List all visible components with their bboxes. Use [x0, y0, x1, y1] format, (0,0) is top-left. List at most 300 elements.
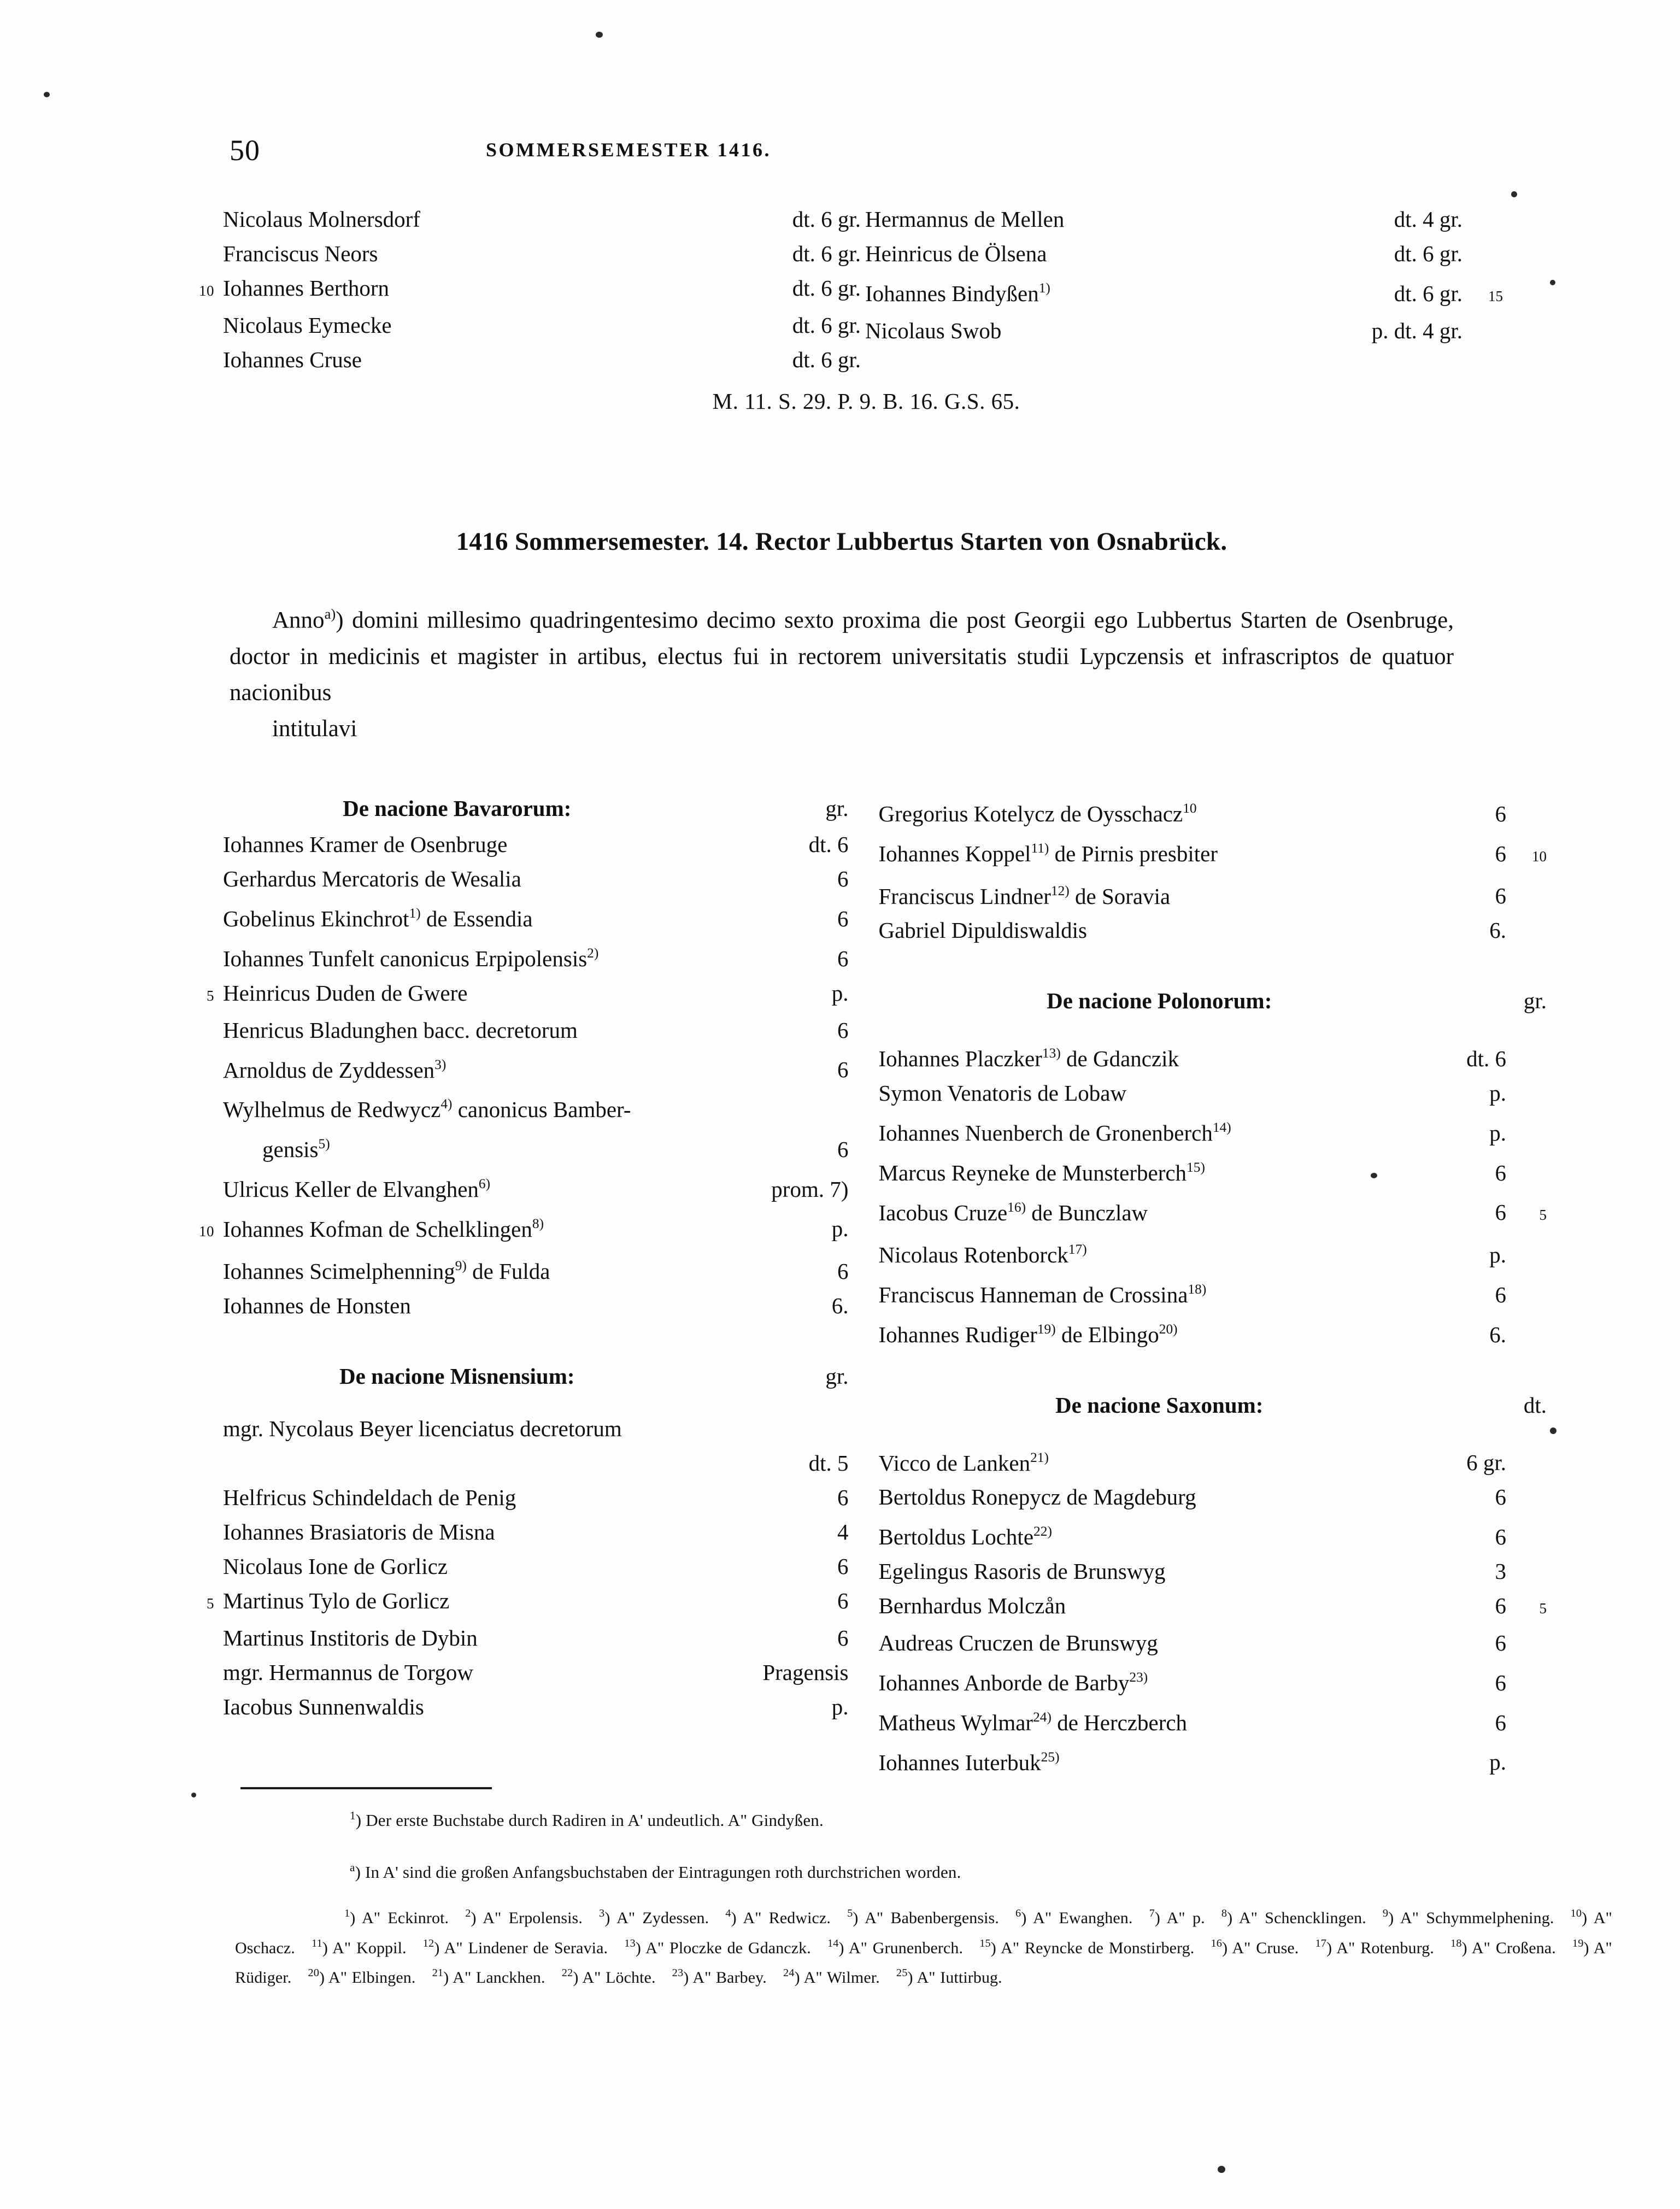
register-row	[180, 1207, 849, 1249]
footnote-text: A" Erpolensis.	[483, 1908, 583, 1927]
footnote-item: $^1$) A" Eckinrot.	[344, 1907, 449, 1927]
footnote-marker: 23	[672, 1967, 684, 1979]
anno-last-line: intitulavi	[272, 715, 357, 742]
line-number: 10	[199, 1223, 214, 1240]
footnote-text: A" Eckinrot.	[362, 1908, 449, 1927]
footnote-item: $^{17}$) A" Rotenburg.	[1315, 1937, 1434, 1957]
entry-name-tail: de Fulda	[466, 1259, 550, 1284]
entry-amount: 6	[837, 1136, 849, 1162]
section-heading: 1416 Sommersemester. 14. Rector Lubbertus Starten von Osnabrück.	[456, 527, 1227, 556]
entry-name-cell	[879, 1076, 1379, 1111]
footnote-item: $^{24}$) A" Wilmer.	[783, 1967, 880, 1987]
entry-name: Iohannes Iuterbuk	[878, 1749, 1041, 1775]
entry-name: Franciscus Lindner	[878, 883, 1051, 909]
scan-speck	[1550, 280, 1555, 285]
register-row	[180, 1584, 849, 1621]
scan-speck	[191, 1793, 196, 1797]
entry-footnote-marker: 2)	[587, 945, 599, 961]
entry-amount: p.	[1489, 1080, 1506, 1106]
entry-name-cell	[879, 1589, 1379, 1623]
footnote-text: A" Rüdiger.	[235, 1938, 1612, 1987]
nation-unit: gr.	[1523, 988, 1547, 1014]
entry-name-cell	[879, 1514, 1379, 1554]
footnote-marker: a	[350, 1861, 355, 1874]
entry-name: Iohannes Anborde de Barby	[878, 1670, 1130, 1695]
entry-name-cell	[879, 1150, 1379, 1190]
register-row	[180, 1048, 849, 1088]
entry-name-tail: de Essendia	[420, 906, 533, 931]
footnote-text: A" Zydessen.	[616, 1908, 709, 1927]
footnote-numeric-1	[350, 1803, 1497, 1832]
entry-name: Heinricus Duden de Gwere	[223, 980, 468, 1006]
entry-footnote-marker: 22)	[1033, 1524, 1052, 1540]
entry-name: Iohannes Kramer de Osenbruge	[223, 832, 508, 857]
entry-name: Iohannes Nuenberch de Gronenberch	[878, 1120, 1213, 1145]
register-row	[879, 913, 1547, 948]
line-number-right: 15	[1488, 287, 1503, 304]
entry-name-cell	[861, 314, 1272, 348]
register-row	[180, 1249, 849, 1289]
footnote-marker: 10	[1570, 1907, 1582, 1919]
nation-heading-polonorum	[879, 984, 1547, 1018]
entry-name: Franciscus Hanneman de Crossina	[878, 1282, 1188, 1307]
entry-name-tail: canonicus Bamber-	[452, 1097, 631, 1122]
entry-name-tail: de Gdanczik	[1060, 1046, 1179, 1071]
entry-name: Iohannes Cruse	[223, 347, 362, 372]
footnote-marker: 20	[308, 1967, 319, 1979]
footnote-marker: 6	[1015, 1907, 1021, 1919]
entry-name: Symon Venatoris de Lobaw	[878, 1080, 1127, 1106]
entry-name-cell	[861, 271, 1272, 311]
footnote-text: A" Iuttirbug.	[917, 1969, 1002, 1987]
register-row	[879, 1589, 1547, 1626]
register-row	[180, 1515, 849, 1549]
footnote-item: $^2$) A" Erpolensis.	[465, 1907, 583, 1927]
entry-footnote-marker: 21)	[1030, 1449, 1049, 1465]
scan-speck	[596, 32, 603, 38]
footnote-marker: 22	[561, 1967, 573, 1979]
entry-amount: dt. 6	[808, 832, 849, 857]
entry-name-tail: de Bunczlaw	[1026, 1200, 1148, 1225]
nation-lists	[180, 791, 1547, 1779]
register-row	[879, 1312, 1547, 1352]
entry-name-tail: de Herczberch	[1051, 1709, 1188, 1735]
footnote-text: A" Grunenberch.	[848, 1938, 964, 1957]
register-row	[180, 271, 861, 308]
entry-name: Matheus Wylmar	[878, 1709, 1033, 1735]
entry-name-cell	[223, 308, 687, 343]
entry-amount: 6.	[1489, 1321, 1506, 1347]
entry-footnote-marker: 1)	[409, 906, 421, 921]
footnote-item: $^{18}$) A" Croßena.	[1450, 1937, 1556, 1957]
entry-name: Martinus Tylo de Gorlicz	[223, 1588, 450, 1613]
footnote-text: A" Koppil.	[332, 1938, 407, 1957]
entry-name-cell	[879, 1272, 1379, 1312]
register-row	[879, 1660, 1547, 1700]
register-row	[180, 1480, 849, 1515]
entry-footnote-marker: 4)	[440, 1096, 453, 1112]
register-row	[180, 1167, 849, 1207]
entry-amount: 6.	[1489, 918, 1506, 943]
footnote-marker: 19	[1572, 1937, 1584, 1949]
footnote-item: $^{15}$) A" Reyncke de Monstirberg.	[979, 1937, 1195, 1957]
entry-amount: 6	[1495, 841, 1506, 866]
entry-amount: 6	[1495, 1484, 1506, 1510]
footnote-marker: 7	[1149, 1907, 1155, 1919]
footnote-marker: 1	[344, 1907, 350, 1919]
footnote-marker: 25	[896, 1967, 908, 1979]
entry-name-cell	[223, 1480, 713, 1515]
entry-name: Nicolaus Ione de Gorlicz	[223, 1554, 448, 1579]
entry-footnote-marker: 13)	[1042, 1045, 1061, 1061]
entry-name-cell	[879, 1312, 1379, 1352]
footnote-text: A" Oschacz.	[235, 1908, 1612, 1957]
register-row	[180, 1412, 849, 1446]
register-row	[180, 1549, 849, 1584]
footnote-marker: 12	[422, 1937, 434, 1949]
footnote-marker: 9	[1382, 1907, 1389, 1919]
entry-name: Nicolaus Eymecke	[223, 313, 392, 338]
anno-opening-word: Anno	[272, 607, 325, 633]
entry-name: Iohannes Scimelphenning	[223, 1259, 455, 1284]
entry-amount: 6	[1495, 1524, 1506, 1549]
nation-unit: gr.	[825, 1364, 849, 1389]
entry-name: Heinricus de Ölsena	[865, 241, 1047, 266]
entry-amount: dt. 6 gr.	[1394, 241, 1462, 266]
entry-amount: 6	[1495, 1200, 1506, 1225]
entry-name-cell	[223, 1207, 713, 1247]
footnote-item: $^{23}$) A" Barbey.	[672, 1967, 767, 1987]
entry-name-cell	[861, 202, 1272, 237]
line-number: 5	[207, 1595, 214, 1612]
footnote-text: A" Reyncke de Monstirberg.	[1001, 1938, 1195, 1957]
entry-name-cell	[879, 1660, 1379, 1700]
entry-footnote-marker: 25)	[1041, 1749, 1060, 1765]
register-row	[879, 1480, 1547, 1514]
entry-name-tail: de Soravia	[1069, 883, 1171, 909]
footnote-text: A" Schencklingen.	[1238, 1908, 1366, 1927]
left-column	[180, 791, 849, 1779]
top-register	[180, 202, 1503, 416]
entry-footnote-marker: 10	[1183, 801, 1197, 816]
entry-name-cell	[879, 1111, 1379, 1150]
entry-name-cell	[223, 237, 687, 271]
register-row	[879, 1441, 1547, 1480]
entry-name-cell	[223, 976, 713, 1010]
entry-amount: 4	[837, 1519, 849, 1544]
footnote-item: $^9$) A" Schymmelphening.	[1382, 1907, 1554, 1927]
entry-amount: 6	[1495, 1593, 1506, 1618]
entry-amount: 6	[837, 1057, 849, 1083]
register-row	[879, 874, 1547, 914]
entry-amount: dt. 6 gr.	[792, 347, 861, 372]
footnote-text: ) In A' sind die großen Anfangsbuchstaben der Eintragungen roth durchstrichen worden.	[355, 1863, 961, 1882]
entry-name-cell	[879, 1480, 1379, 1514]
entry-name-cell	[861, 237, 1272, 271]
entry-amount: p.	[831, 980, 849, 1006]
footnote-text: A" Rotenburg.	[1336, 1938, 1434, 1957]
register-row	[180, 1446, 849, 1480]
entry-name-cell	[223, 1655, 713, 1690]
entry-amount: 6	[837, 1485, 849, 1510]
entry-amount: Pragensis	[762, 1660, 849, 1685]
entry-name: Marcus Reyneke de Munsterberch	[878, 1160, 1187, 1185]
entry-name: Nicolaus Molnersdorf	[223, 207, 420, 232]
entry-name: mgr. Nycolaus Beyer licenciatus decretorum	[223, 1416, 622, 1441]
entry-amount: 6	[1495, 1282, 1506, 1307]
entry-name-cell	[223, 1515, 713, 1549]
entry-amount: dt. 6 gr.	[792, 241, 861, 266]
entry-footnote-marker: 16)	[1007, 1199, 1026, 1215]
entry-name: Bertoldus Ronepycz de Magdeburg	[878, 1484, 1196, 1510]
entry-name: Iohannes Brasiatoris de Misna	[223, 1519, 495, 1544]
entry-name: Nicolaus Rotenborck	[878, 1242, 1068, 1267]
register-row	[180, 1289, 849, 1323]
entry-name-cell	[223, 1584, 713, 1618]
entry-name-cell	[879, 1036, 1379, 1076]
register-row	[180, 1087, 849, 1127]
entry-footnote-marker: 8)	[532, 1215, 544, 1231]
footnote-item: $^{16}$) A" Cruse.	[1211, 1937, 1299, 1957]
top-register-left-column	[180, 202, 861, 377]
footnote-marker: 24	[783, 1967, 795, 1979]
entry-name-cell	[223, 1127, 713, 1167]
footnote-text: A" Cruse.	[1232, 1938, 1299, 1957]
entry-footnote-marker: 23)	[1129, 1670, 1148, 1685]
entry-name: Henricus Bladunghen bacc. decretorum	[223, 1017, 578, 1043]
footnote-item: $^8$) A" Schencklingen.	[1221, 1907, 1366, 1927]
register-summary: M. 11. S. 29. P. 9. B. 16. G.S. 65.	[712, 389, 1020, 414]
entry-name-cell	[223, 862, 713, 896]
register-row	[879, 1272, 1547, 1312]
nation-heading-misnensium	[180, 1359, 849, 1394]
entry-footnote-marker: 19)	[1037, 1321, 1056, 1337]
footnote-text: A" Elbingen.	[328, 1969, 416, 1987]
entry-amount: p.	[1489, 1242, 1506, 1267]
register-row	[861, 202, 1503, 237]
footnote-item: $^{22}$) A" Löchte.	[561, 1967, 656, 1987]
entry-name: Arnoldus de Zyddessen	[223, 1057, 435, 1083]
entry-name-cell	[879, 791, 1379, 831]
register-row	[879, 1150, 1547, 1190]
entry-name: gensis	[262, 1136, 319, 1162]
footnote-item: $^3$) A" Zydessen.	[599, 1907, 709, 1927]
entry-name: Iohannes Rudiger	[878, 1321, 1037, 1347]
entry-name: Iohannes Kofman de Schelklingen	[223, 1216, 532, 1242]
footnote-text: A" Wilmer.	[803, 1969, 880, 1987]
nation-heading-label: De nacione Misnensium:	[339, 1364, 575, 1389]
footnote-marker: 11	[312, 1937, 322, 1949]
running-head	[230, 134, 1454, 167]
footnote-text: A" Ewanghen.	[1033, 1908, 1133, 1927]
register-row	[879, 1514, 1547, 1554]
entry-footnote-marker: 14)	[1212, 1120, 1231, 1135]
footnote-text: A" p.	[1166, 1908, 1205, 1927]
footnote-item: $^6$) A" Ewanghen.	[1015, 1907, 1133, 1927]
entry-name: Gabriel Dipuldiswaldis	[878, 918, 1087, 943]
footnote-marker: 2	[465, 1907, 471, 1919]
entry-name-cell	[223, 343, 687, 377]
entry-name: mgr. Hermannus de Torgow	[223, 1660, 473, 1685]
entry-amount: dt. 6 gr.	[792, 313, 861, 338]
entry-footnote-marker: 9)	[455, 1258, 467, 1274]
register-row	[879, 1076, 1547, 1111]
entry-name: Iohannes Tunfelt canonicus Erpipolensis	[223, 945, 588, 971]
entry-amount: dt. 6 gr.	[792, 207, 861, 232]
footnote-rule	[240, 1787, 492, 1789]
footnote-marker: 1	[350, 1809, 356, 1822]
footnote-apparatus	[235, 1901, 1612, 1990]
entry-name-cell	[879, 1554, 1379, 1589]
footnote-alpha-a	[350, 1855, 1552, 1884]
entry-name-cell	[223, 1690, 713, 1724]
scan-speck	[44, 92, 50, 97]
footnote-marker: 5	[847, 1907, 853, 1919]
entry-footnote-marker: 5)	[318, 1136, 330, 1152]
register-row	[180, 343, 861, 377]
footnote-item: $^7$) A" p.	[1149, 1907, 1205, 1927]
footnote-marker: 13	[624, 1937, 636, 1949]
entry-name-cell	[223, 1013, 713, 1048]
entry-name-cell	[223, 1249, 713, 1289]
register-row	[180, 936, 849, 976]
entry-name: Bernhardus Molczån	[878, 1593, 1066, 1618]
running-head-title: SOMMERSEMESTER 1416.	[485, 139, 772, 161]
entry-name-cell	[879, 831, 1379, 871]
scan-speck	[1511, 191, 1517, 197]
footnote-text: A" Lanckhen.	[453, 1969, 545, 1987]
entry-name: Iacobus Sunnenwaldis	[223, 1694, 424, 1719]
footnote-marker: 18	[1450, 1937, 1462, 1949]
footnote-item: $^{11}$) A" Koppil.	[312, 1937, 407, 1957]
footnote-marker: 21	[432, 1967, 444, 1979]
entry-name-cell	[879, 1700, 1379, 1740]
footnote-item: $^{12}$) A" Lindener de Seravia.	[422, 1937, 608, 1957]
register-row	[861, 271, 1503, 314]
entry-name: Iohannes Placzker	[878, 1046, 1042, 1071]
entry-amount: 6	[1495, 1709, 1506, 1735]
line-number: 5	[207, 987, 214, 1004]
entry-amount: dt. 5	[808, 1450, 849, 1476]
entry-name: Helfricus Schindeldach de Penig	[223, 1485, 516, 1510]
register-row	[180, 896, 849, 936]
register-row	[180, 976, 849, 1013]
anno-paragraph	[230, 596, 1454, 747]
footnote-item: $^{19}$) A" Rüdiger.	[235, 1937, 1612, 1987]
entry-name: Iohannes Koppel	[878, 841, 1031, 866]
register-row	[879, 1626, 1547, 1660]
nation-heading-saxonum	[879, 1388, 1547, 1423]
entry-name-cell	[223, 1087, 713, 1127]
entry-name-cell	[223, 1167, 713, 1207]
footnote-marker: 15	[979, 1937, 991, 1949]
top-register-right-column	[861, 202, 1503, 377]
entry-amount: p.	[1489, 1120, 1506, 1145]
entry-amount: dt. 6 gr.	[1394, 280, 1462, 306]
nation-heading-label: De nacione Saxonum:	[1055, 1392, 1264, 1418]
register-row	[180, 1621, 849, 1655]
footnote-text: A" Babenbergensis.	[865, 1908, 999, 1927]
entry-footnote-marker: 11)	[1031, 840, 1049, 856]
register-row	[861, 314, 1503, 348]
entry-name-cell	[879, 1190, 1379, 1230]
entry-amount: p.	[831, 1694, 849, 1719]
entry-name: Ulricus Keller de Elvanghen	[223, 1176, 479, 1202]
entry-amount: 6	[1495, 1670, 1506, 1695]
register-row	[879, 1740, 1547, 1780]
nation-heading-bavarorum	[180, 791, 849, 826]
entry-amount: dt. 6 gr.	[792, 275, 861, 301]
line-number-right: 5	[1539, 1207, 1547, 1224]
footnote-marker: 8	[1221, 1907, 1227, 1919]
entry-amount: 3	[1495, 1559, 1506, 1584]
entry-name-cell	[223, 1549, 713, 1584]
footnote-text: A" Barbey.	[692, 1969, 767, 1987]
entry-name: Franciscus Neors	[223, 241, 378, 266]
register-row	[180, 1655, 849, 1690]
entry-name: Gobelinus Ekinchrot	[223, 906, 409, 931]
entry-name-cell	[879, 1441, 1379, 1480]
entry-footnote-marker: 18)	[1188, 1282, 1207, 1297]
entry-amount: dt. 4 gr.	[1394, 207, 1462, 232]
footnote-item: $^{14}$) A" Grunenberch.	[827, 1937, 964, 1957]
entry-amount: 6	[837, 1554, 849, 1579]
entry-footnote-marker: 15)	[1186, 1159, 1205, 1175]
entry-name: Iacobus Cruze	[878, 1200, 1008, 1225]
entry-name-cell	[879, 1740, 1379, 1780]
entry-name-cell	[223, 1289, 713, 1323]
entry-name: Iohannes de Honsten	[223, 1293, 411, 1318]
register-row	[861, 237, 1503, 271]
footnote-marker: 17	[1315, 1937, 1327, 1949]
register-row	[180, 237, 861, 271]
footnote-text: A" Croßena.	[1471, 1938, 1556, 1957]
footnote-marker: 14	[827, 1937, 839, 1949]
footnote-marker: 4	[725, 1907, 731, 1919]
footnote-text: A" Löchte.	[582, 1969, 656, 1987]
entry-name-cell	[879, 1232, 1379, 1272]
entry-footnote-marker: 17)	[1068, 1242, 1087, 1258]
entry-amount: 6	[1495, 1630, 1506, 1655]
entry-name-cell	[223, 936, 713, 976]
footnote-item: $^{21}$) A" Lanckhen.	[432, 1967, 545, 1987]
entry-name-cell	[879, 913, 1379, 948]
footnote-item: $^5$) A" Babenbergensis.	[847, 1907, 999, 1927]
footnote-item: $^{10}$) A" Oschacz.	[235, 1907, 1612, 1957]
entry-name: Wylhelmus de Redwycz	[223, 1097, 441, 1122]
entry-name: Martinus Institoris de Dybin	[223, 1625, 478, 1650]
register-row	[879, 1190, 1547, 1233]
footnote-text: A" Redwicz.	[743, 1908, 831, 1927]
entry-footnote-marker: 3)	[434, 1056, 447, 1072]
entry-amount: 6	[837, 1259, 849, 1284]
footnote-text: A" Schymmelphening.	[1400, 1908, 1554, 1927]
entry-amount: 6.	[831, 1293, 849, 1318]
line-number-right: 10	[1532, 848, 1547, 865]
entry-footnote-marker: 6)	[478, 1176, 491, 1191]
entry-name: Hermannus de Mellen	[865, 207, 1065, 232]
nation-heading-label: De nacione Bavarorum:	[343, 796, 572, 821]
entry-amount: 6	[837, 945, 849, 971]
right-column	[849, 791, 1547, 1779]
entry-amount: 6	[1495, 1160, 1506, 1185]
entry-name: Iohannes Berthorn	[223, 275, 389, 301]
nation-unit: gr.	[825, 796, 849, 821]
entry-name: Bertoldus Lochte	[878, 1524, 1034, 1549]
register-row	[180, 1127, 849, 1167]
register-row	[879, 1700, 1547, 1740]
entry-name-cell	[223, 827, 713, 862]
